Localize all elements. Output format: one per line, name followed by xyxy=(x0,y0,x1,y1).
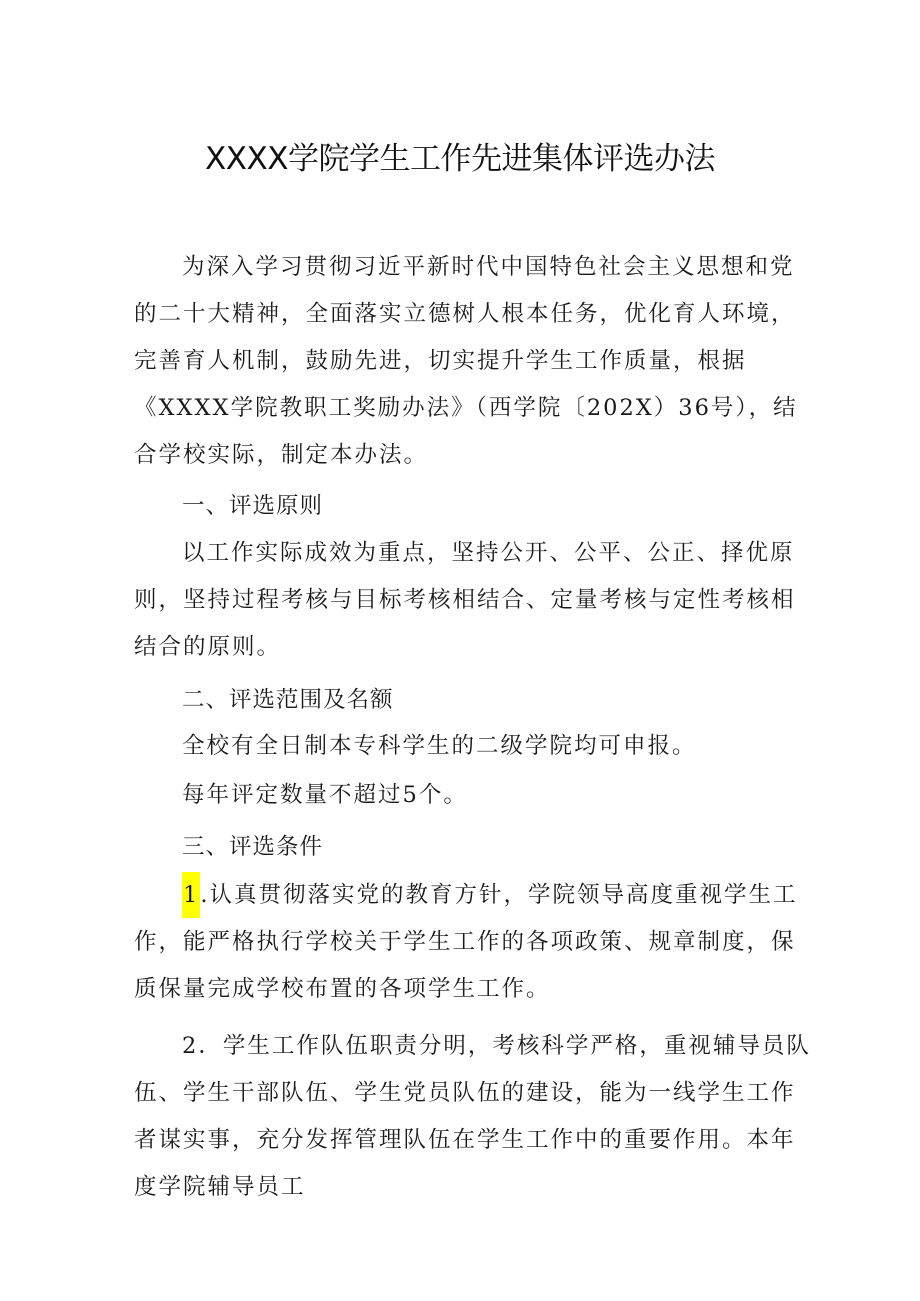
section-heading-principles: 一、评选原则 xyxy=(182,493,324,519)
condition-item-1 xyxy=(134,872,814,1013)
section-heading-conditions: 三、评选条件 xyxy=(182,834,324,860)
scope-line-2: 每年评定数量不超过5个。 xyxy=(182,782,468,808)
condition-item-1-text: .认真贯彻落实党的教育方针，学院领导高度重视学生工作，能严格执行学校关于学生工作的各项政策、规章制度，保质保量完成学校布置的各项学生工作。 xyxy=(134,882,798,1002)
condition-item-2: 2．学生工作队伍职责分明，考核科学严格，重视辅导员队伍、学生干部队伍、学生党员队伍的建设，能为一线学生工作者谋实事，充分发挥管理队伍在学生工作中的重要作用。本年度学院辅导员工 xyxy=(134,1033,811,1200)
principles-paragraph: 以工作实际成效为重点，坚持公开、公平、公正、择优原则，坚持过程考核与目标考核相结合、定量考核与定性考核相结合的原则。 xyxy=(134,540,796,660)
section-heading-scope: 二、评选范围及名额 xyxy=(182,687,394,713)
scope-line-1: 全校有全日制本专科学生的二级学院均可申报。 xyxy=(182,733,697,759)
document-title: XXXX学院学生工作先进集体评选办法 xyxy=(205,141,715,177)
highlighted-item-number: 1 xyxy=(182,872,200,918)
intro-paragraph: 为深入学习贯彻习近平新时代中国特色社会主义思想和党的二十大精神，全面落实立德树人根本任务，优化育人环境，完善育人机制，鼓励先进，切实提升学生工作质量，根据《XXXX学院教职工奖励办法》（西学院〔202X）36号），结合学校实际，制定本办法。 xyxy=(134,254,798,468)
